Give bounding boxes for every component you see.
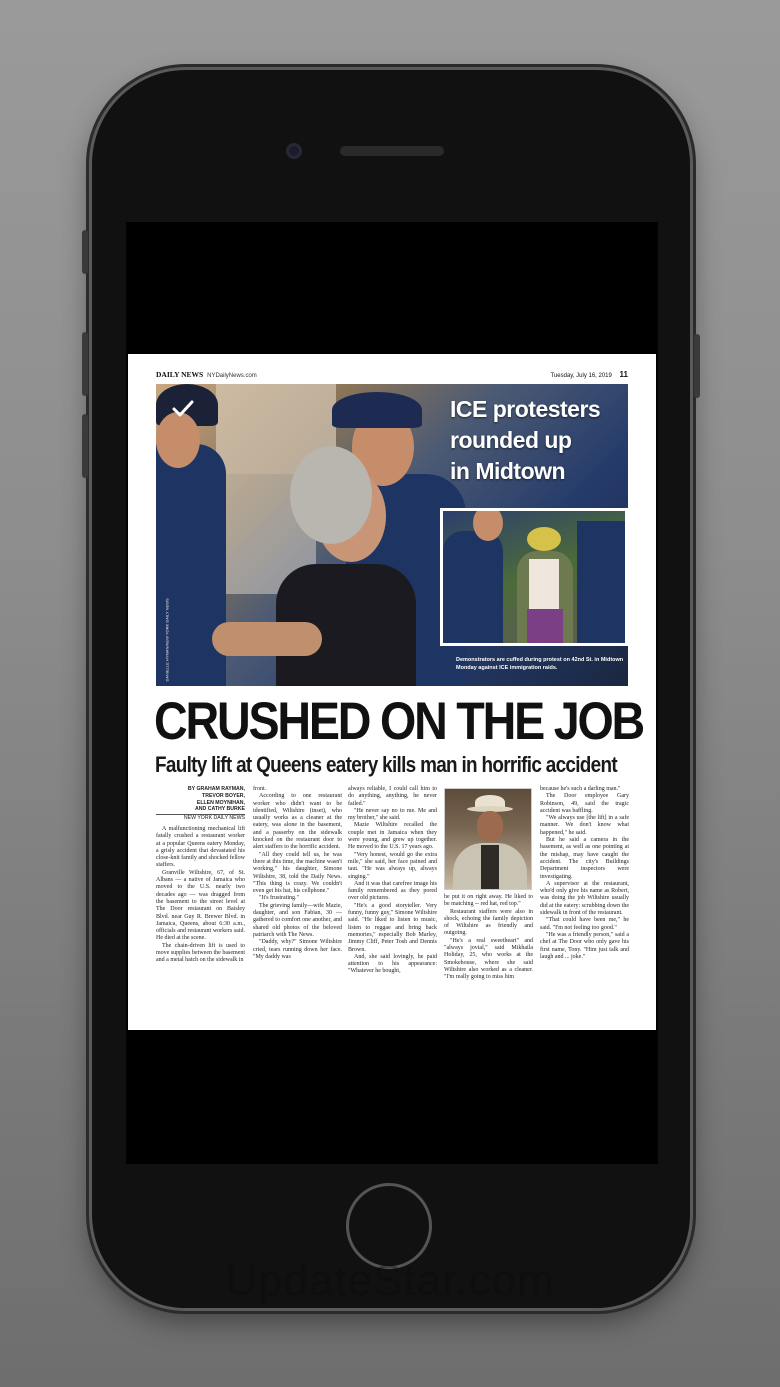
inset-officer-right — [577, 521, 628, 646]
article-body — [156, 786, 634, 1026]
article-column-3 — [348, 786, 437, 976]
article-column-2 — [253, 786, 342, 961]
paragraph: "He never say no to me. Me and my brother," she said. — [348, 807, 437, 822]
protester-hair — [290, 446, 372, 544]
paragraph: he put it on right away. He liked to be matching -- red hat, red top." — [444, 894, 533, 908]
inset-protester-skirt — [527, 609, 563, 646]
paragraph: "Very honest, would go the extra mile," she said, her face pained and taut. "He was always up, always singing." — [348, 851, 437, 880]
paragraph: "That could have been me," he said. "I'm not feeling too good." — [540, 917, 629, 931]
photo-kicker — [450, 394, 610, 487]
paragraph: because he's such a darling man." — [540, 786, 621, 792]
byline-line-2: TREVOR BOYER, — [202, 792, 245, 799]
paragraph: The chain-driven lift is used to move supplies between the basement and a metal hatch on the sidewalk in — [156, 942, 245, 964]
watermark: UpdateStar.com — [225, 1256, 555, 1305]
page-number: 11 — [619, 370, 628, 379]
inset-caption: Demonstrators are cuffed during protest on 42nd St. in Midtown Monday against ICE immigration raids. — [456, 657, 624, 671]
paragraph: A malfunctioning mechanical lift fatally crushed a restaurant worker at a popular Queens eatery Monday, a grisly accident that devastated his close-knit family and shocked fellow staffers. — [156, 825, 245, 869]
paragraph: "We always use [the lift] in a safe manner. We don't know what happened," he said. — [540, 815, 629, 836]
paragraph: always reliable, I could call him to do anything, anything, he never failed." — [348, 786, 437, 807]
front-camera — [286, 143, 302, 159]
byline-line-4: AND CATHY BURKE — [195, 806, 245, 813]
inset-protester-scarf — [527, 527, 561, 551]
volume-down-button — [82, 414, 88, 478]
kicker-line-1: ICE protesters — [450, 396, 601, 422]
paragraph: "He's a good storyteller. Very funny, funny guy," Simone Wiltshire said. "He liked to listen to music, listen to reggae and bring back memories," especially Bob Marley, Jimmy Cliff, Peter Tosh and Dennis Brown. — [348, 902, 437, 953]
masthead-url: NYDailyNews.com — [207, 373, 257, 379]
kicker-line-3: in Midtown — [450, 458, 566, 484]
inset-photo — [440, 508, 628, 646]
paragraph: A supervisor at the restaurant, who'd only give his name as Robert, was doing the job Wiltshire usually did at the eatery: scrubbing down the sidewalk in front of the restaurant. — [540, 880, 629, 917]
inset-officer-left — [443, 531, 503, 646]
paragraph: The Door employee Gary Robinson, 49, said the tragic accident was baffling. — [540, 793, 629, 814]
photo-credit: DANIELLE HYMAN/NEW YORK DAILY NEWS — [164, 598, 170, 682]
article-column-1 — [156, 786, 245, 965]
inset-protester-blouse — [529, 559, 559, 609]
masthead-brand: DAILY NEWS — [156, 370, 204, 379]
paragraph: front. — [253, 786, 267, 792]
paragraph: According to one restaurant worker who didn't want to be identified, Wiltshire (inset), who usually works as a cleaner at the eatery, was alone in the basement, and a passerby on the sidewalk knocked on the restaurant door to alert staffers to the horrific accident. — [253, 793, 342, 851]
article-column-5 — [540, 786, 629, 961]
kicker-line-2: rounded up — [450, 427, 572, 453]
paragraph: "Daddy, why?" Simone Wiltshire cried, tears running down her face. "My daddy was — [253, 939, 342, 960]
earpiece-speaker — [340, 146, 444, 156]
masthead-date-page — [550, 370, 628, 379]
masthead — [156, 370, 628, 382]
paragraph: "All they could tell us, he was there at this time, the machine wasn't working," his daughter, Simone Wiltshire, 38, told the Daily News. "This thing is crazy. We couldn't even get his hat, his cellphone." — [253, 851, 342, 895]
subheadline: Faulty lift at Queens eatery kills man in horrific accident — [155, 752, 617, 777]
byline-line-1: BY GRAHAM RAYMAN, — [187, 786, 245, 792]
paragraph: Mazie Wiltshire recalled the couple met in Jamaica when they were young, and grew up together. He moved to the U.S. 17 years ago. — [348, 822, 437, 851]
inset-portrait — [444, 788, 532, 890]
byline-line-3: ELLEN MOYNIHAN, — [196, 799, 245, 806]
portrait-face — [477, 811, 503, 841]
protester-arm — [212, 622, 322, 656]
mute-switch — [82, 230, 88, 274]
power-button — [694, 334, 700, 398]
paragraph: "He's a real sweetheart" and "always jovial," said Mikhaila Holiday, 25, who works at the Smokehouse, where she said Wiltshire also worked as a cleaner. "I'm really going to miss him — [444, 937, 533, 981]
article-column-4 — [444, 894, 533, 982]
paragraph: "It's frustrating." — [259, 895, 299, 902]
paragraph: But he said a camera in the basement, as well as one pointing at the mishap, may have caught the accident. The city's Buildings Department inspectors were investigating. — [540, 837, 629, 880]
officer-center-cap — [332, 392, 422, 428]
byline — [156, 786, 245, 822]
paragraph: Granville Wiltshire, 67, of St. Albans — a native of Jamaica who moved to the U.S. nearly two decades ago — was dragged from the basement to the street level at The Door restaurant on Baisley Blvd. near Guy R. Brewer Blvd. in Jamaica, Queens, about 6:30 a.m., officials and restaurant workers said. He died at the scene. — [156, 869, 245, 942]
lead-photo — [156, 384, 628, 686]
paragraph: Restaurant staffers were also in shock, echoing the family depiction of Wiltshire as friendly and outgoing. — [444, 908, 533, 937]
headline: CRUSHED ON THE JOB — [154, 692, 644, 751]
paragraph: The grieving family—wife Mazie, daughter, and son Fabian, 30 —gathered to comfort one another, and shared old photos of the beloved patriarch with The News. — [253, 902, 342, 938]
checkmark-icon[interactable] — [170, 396, 196, 422]
paragraph: And it was that carefree image his family remembered as they pored over old pictures. — [348, 880, 437, 902]
volume-up-button — [82, 332, 88, 396]
masthead-date: Tuesday, July 16, 2019 — [550, 373, 612, 379]
byline-org: NEW YORK DAILY NEWS — [156, 814, 245, 822]
paragraph: And, she said lovingly, he paid attention to his appearance: "Whatever he bought, — [348, 953, 437, 975]
paragraph: "He was a friendly person," said a chef at The Door who only gave his first name, Tony. "Him just talk and laugh and ... joke." — [540, 931, 629, 960]
inset-officer-face — [473, 508, 503, 541]
newspaper-page[interactable] — [128, 354, 656, 1030]
portrait-shirt — [481, 845, 499, 890]
